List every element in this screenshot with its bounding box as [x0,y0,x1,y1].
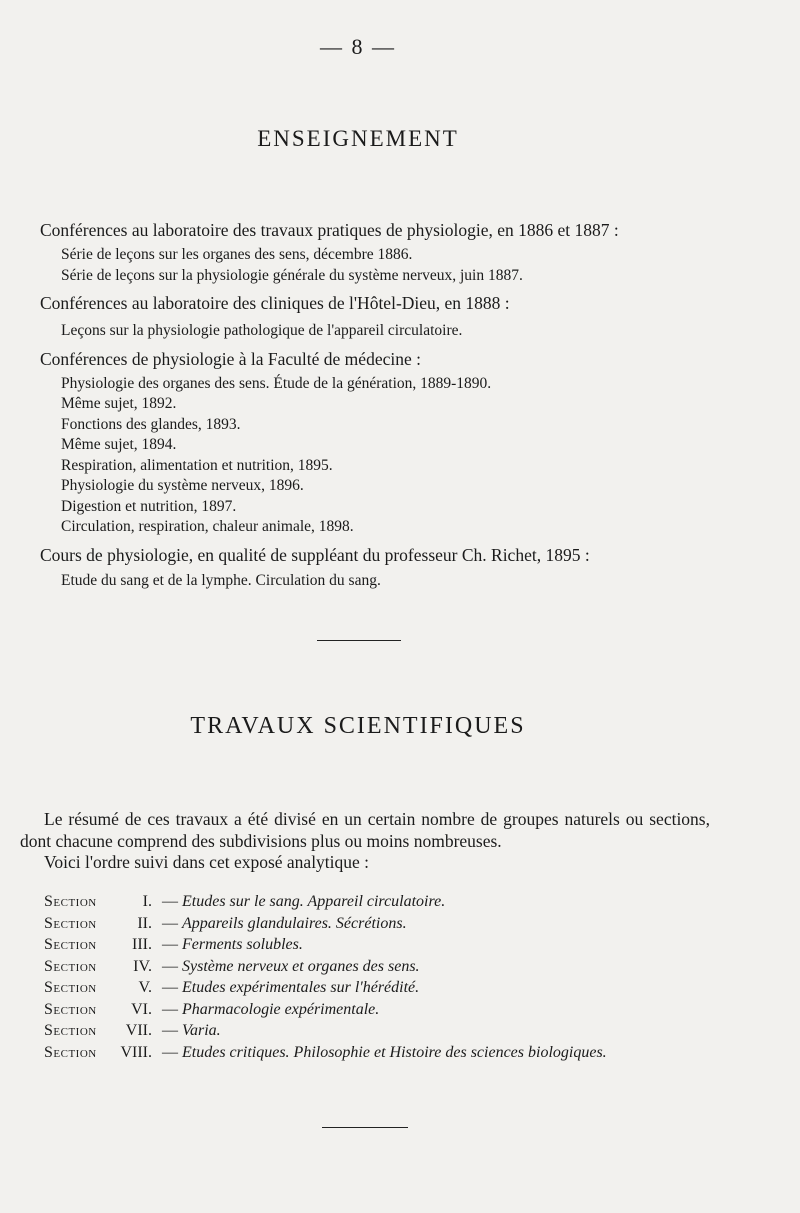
section-label: Section [44,979,97,996]
section-row [44,1022,744,1044]
section-title: Ferments solubles. [182,936,303,953]
section-number: VIII. [120,1043,152,1061]
section-label: Section [44,1043,97,1061]
section-dash: — [162,979,178,996]
section-title: Appareils glandulaires. Sécrétions. [182,914,407,932]
section-number: I. [142,893,152,910]
group-heading: Conférences au laboratoire des cliniques de l'Hôtel-Dieu, en 1888 : [40,293,510,313]
section-title: Varia. [182,1022,221,1039]
group-item: Circulation, respiration, chaleur animale, 1898. [61,518,354,535]
group-item: Etude du sang et de la lymphe. Circulation du sang. [61,571,381,589]
order-paragraph: Voici l'ordre suivi dans cet exposé analytique : [44,852,370,872]
section-row [44,979,744,1001]
section-row [44,915,744,937]
section-number: IV. [133,957,152,975]
section-number: VI. [131,1000,152,1018]
section-label: Section [44,914,97,932]
group-item: Même sujet, 1894. [61,436,177,453]
section-number: III. [132,936,152,953]
section-dash: — [162,893,178,910]
section-label: Section [44,893,97,910]
section-row [44,936,744,958]
group-item: Même sujet, 1892. [61,395,177,412]
section-dash: — [162,1043,178,1061]
intro-text: Le résumé de ces travaux a été divisé en un certain nombre de groupes naturels ou sections, dont chacune comprend des subdivisions plus ou moins nombreuses. [20,809,710,851]
section-number: VII. [125,1022,152,1039]
page-number: — 8 — [320,34,396,59]
section-title: Etudes critiques. Philosophie et Histoire des sciences biologiques. [182,1043,607,1061]
divider [322,1127,408,1128]
section-row [44,1001,744,1023]
group-item: Physiologie du système nerveux, 1896. [61,477,304,494]
section-title: Pharmacologie expérimentale. [182,1000,380,1018]
group-heading: Conférences de physiologie à la Faculté de médecine : [40,348,421,369]
section-row [44,958,744,980]
section-title-enseignement: ENSEIGNEMENT [257,126,459,151]
group-item: Série de leçons sur les organes des sens, décembre 1886. [61,246,413,263]
section-dash: — [162,1000,178,1018]
section-title-travaux: TRAVAUX SCIENTIFIQUES [190,713,526,739]
section-label: Section [44,1000,97,1018]
group-item: Digestion et nutrition, 1897. [61,497,237,515]
group-item: Respiration, alimentation et nutrition, 1895. [61,456,333,474]
section-dash: — [162,957,178,975]
section-dash: — [162,1022,178,1039]
group-item: Fonctions des glandes, 1893. [61,415,241,433]
group-item: Série de leçons sur la physiologie générale du système nerveux, juin 1887. [61,266,523,284]
section-label: Section [44,936,97,953]
section-title: Etudes expérimentales sur l'hérédité. [182,979,420,996]
section-title: Etudes sur le sang. Appareil circulatoire. [182,893,446,910]
section-number: II. [137,914,152,932]
section-label: Section [44,1022,97,1039]
enseignement-list [40,218,720,591]
divider [317,640,401,641]
section-label: Section [44,957,97,975]
intro-paragraph [20,808,710,852]
section-list [44,893,744,1065]
section-dash: — [162,936,178,953]
section-title: Système nerveux et organes des sens. [182,957,420,975]
group-heading: Conférences au laboratoire des travaux pratiques de physiologie, en 1886 et 1887 : [40,220,619,240]
group-heading: Cours de physiologie, en qualité de suppléant du professeur Ch. Richet, 1895 : [40,544,590,565]
section-row [44,1044,744,1066]
group-item: Leçons sur la physiologie pathologique de l'appareil circulatoire. [61,322,463,339]
group-item: Physiologie des organes des sens. Étude de la génération, 1889-1890. [61,374,492,392]
section-number: V. [138,979,152,996]
section-row [44,893,744,915]
section-dash: — [162,914,178,932]
